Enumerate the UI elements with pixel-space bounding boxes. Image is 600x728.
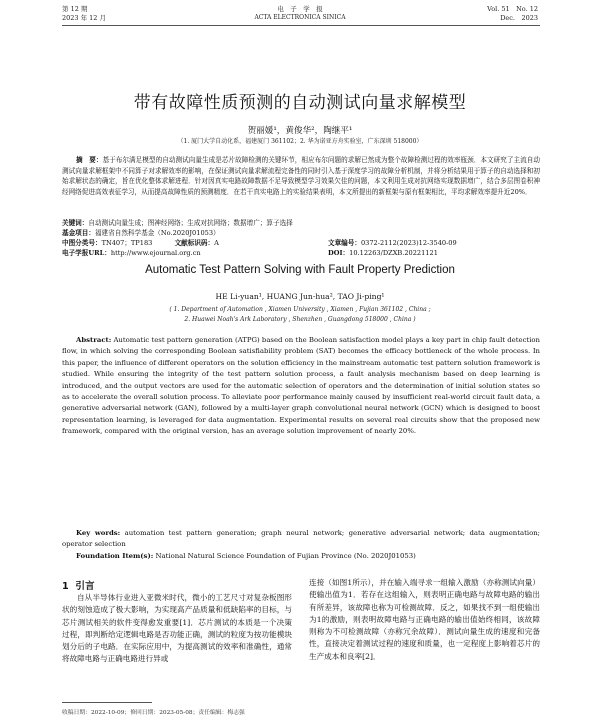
title-cn: 带有故障性质预测的自动测试向量求解模型 [133,93,467,113]
meta-row-1 [62,239,540,249]
keywords-en-label: Key words: [76,529,121,537]
header-volume: Vol. 51 No. 12 [487,5,538,13]
affiliation-en-1: ( 1. Department of Automation , Xiamen University , Xiamen , Fujian 361102 , China ; [169,306,431,313]
intro-right-column: 连接（如图1所示），并在输入端寻求一组输入激励（亦称测试向量）使输出值为1．若存在这组输入，则表明正确电路与故障电路的输出有所差异，该故障也称为可检测故障．反之，如果找不到一组使输出为1的激励，则表明故障电路与正确电路的输出值始终相同，该故障则称为不可检测故障（亦称冗余故障）．测试向量生成的速度和完备性，直接决定着测试过程的速度和质量，也一定程度上影响着芯片的生产成本和良率[2]． [309,578,540,661]
title-en: Automatic Test Pattern Solving with Fault Property Prediction [145,264,455,276]
url-label: 电子学报URL： [62,249,111,257]
abstract-cn-text: 基于布尔满足模型的自动测试向量生成是芯片故障检测的关键环节，相应布尔问题的求解已然成为整个故障检测过程的效率瓶颈．本文研究了主流自动测试向量求解框架中不同算子对求解效率的影响，在保证测试向量求解流程完备性的同时引入基于深度学习的故障分析机制，并将分析结果用于算子的自动选择和初始求解状态的确定，旨在优化整体求解进程．针对因真实电路故障数据不足导致模型学习效果欠佳的问题，本文利用生成对抗网络实现数据增广，结合多层图卷积神经网络促进高效表征学习，从而提高故障性质的预测精度．在若干真实电路上的实验结果表明，本文所提出的新框架与原有框架相比，平均求解效率提升近20%． [62,156,541,196]
funding-cn [62,229,540,239]
keywords-cn-label: 关键词： [62,219,89,227]
section-heading [62,578,95,592]
section-title: 引言 [75,581,95,592]
abstract-cn-label: 摘 要： [76,156,103,164]
abstract-cn [62,155,540,197]
header-date-en: Dec. 2023 [500,14,538,22]
keywords-en-text: automation test pattern generation; graph neural network; generative adversarial network; data augmentation; operator selection [62,529,540,549]
url-value[interactable]: http://www.ejournal.org.cn [110,249,201,257]
article-no [328,239,457,249]
funding-en [62,551,540,562]
meta-row-2 [62,249,540,259]
doc-code-label: 文献标识码： [174,239,215,247]
authors-cn: 贺丽媛¹，黄俊华²，陶继平¹ [247,126,353,136]
article-no-label: 文章编号： [328,239,361,247]
abstract-en-label: Abstract: [76,336,112,344]
funding-cn-text: 福建省自然科学基金（No.2020J01053） [94,229,220,237]
funding-cn-label: 基金项目： [62,229,95,237]
keywords-en [62,528,540,550]
footnote-rule [62,702,152,703]
affiliation-en-2: 2. Huawei Noah's Ark Laboratory , Shenzhen , Guangdong 518000 , China ) [184,316,416,323]
doc-code-value: A [214,239,219,247]
footnote: 收稿日期：2022-10-09；修回日期：2023-05-08；责任编辑：梅志强 [62,710,245,716]
abstract-en [62,335,540,438]
doi [328,249,438,259]
keywords-cn [62,219,540,229]
funding-en-text: National Natural Science Foundation of Fujian Province (No. 2020J01053) [155,552,416,560]
doi-value[interactable]: 10.12263/DZXB.20221121 [349,249,438,257]
doi-label: DOI： [328,249,350,257]
authors-en: HE Li-yuan¹, HUANG Jun-hua², TAO Ji-ping¹ [215,292,385,301]
header-date-cn: 2023 年 12 月 [62,14,107,22]
affiliations-cn: （1. 厦门大学自动化系，福建厦门 361102；2. 华为诺亚方舟实验室，广东深圳 518000） [177,138,423,145]
article-no-value: 0372-2112(2023)12-3540-09 [360,239,457,247]
section-number: 1 [62,581,69,592]
intro-left-column: 自从半导体行业进入亚微米时代，微小的工艺尺寸对复杂板图形状的刻蚀造成了极大影响，为实现高产品质量和低缺陷率的目标，与芯片测试相关的软件变得愈发重要[1]．芯片测试的本质是一个决策过程，即判断给定逻辑电路是否功能正确，测试的粒度为按功能模块划分后的子电路．在实际应用中，为提高测试的效率和准确性，通常将故障电路与正确电路进行异或 [62,593,292,664]
abstract-en-text: Automatic test pattern generation (ATPG) based on the Boolean satisfaction model plays a key part in chip fault detection flow, in which solving the corresponding Boolean satisfiability problem (SAT) becomes the efficacy bottleneck of the whole process. In this paper, the influence of different operators on the solution efficiency in the mainstream automatic test pattern solution framework is studied. While ensuring the integrity of the test pattern solution process, a fault analysis mechanism based on deep learning is introduced, and the output vectors are used for the automatic selection of operators and the determination of initial solution states so as to accelerate the overall solution process. To alleviate poor performance mainly caused by insufficient real-world circuit fault data, a generative adversarial network (GAN), followed by a multi-layer graph convolutional neural network (GCN) which is designed to boost representation learning, is leveraged for data augmentation. Experimental results on several real circuits show that the proposed new framework, compared with the original version, has an average solution improvement of nearly 20%. [62,336,540,436]
funding-en-label: Foundation Item(s): [76,552,154,560]
keywords-cn-text: 自动测试向量生成；图神经网络；生成对抗网络；数据增广；算子选择 [88,219,293,227]
header-rule [62,25,540,26]
header-journal-en: ACTA ELECTRONICA SINICA [254,14,346,21]
clc-value: TN407；TP183 [101,239,153,247]
header-issue-cn: 第 12 期 [62,5,88,13]
clc-label: 中图分类号： [62,239,102,247]
header-journal-cn: 电 子 学 报 [277,5,323,13]
